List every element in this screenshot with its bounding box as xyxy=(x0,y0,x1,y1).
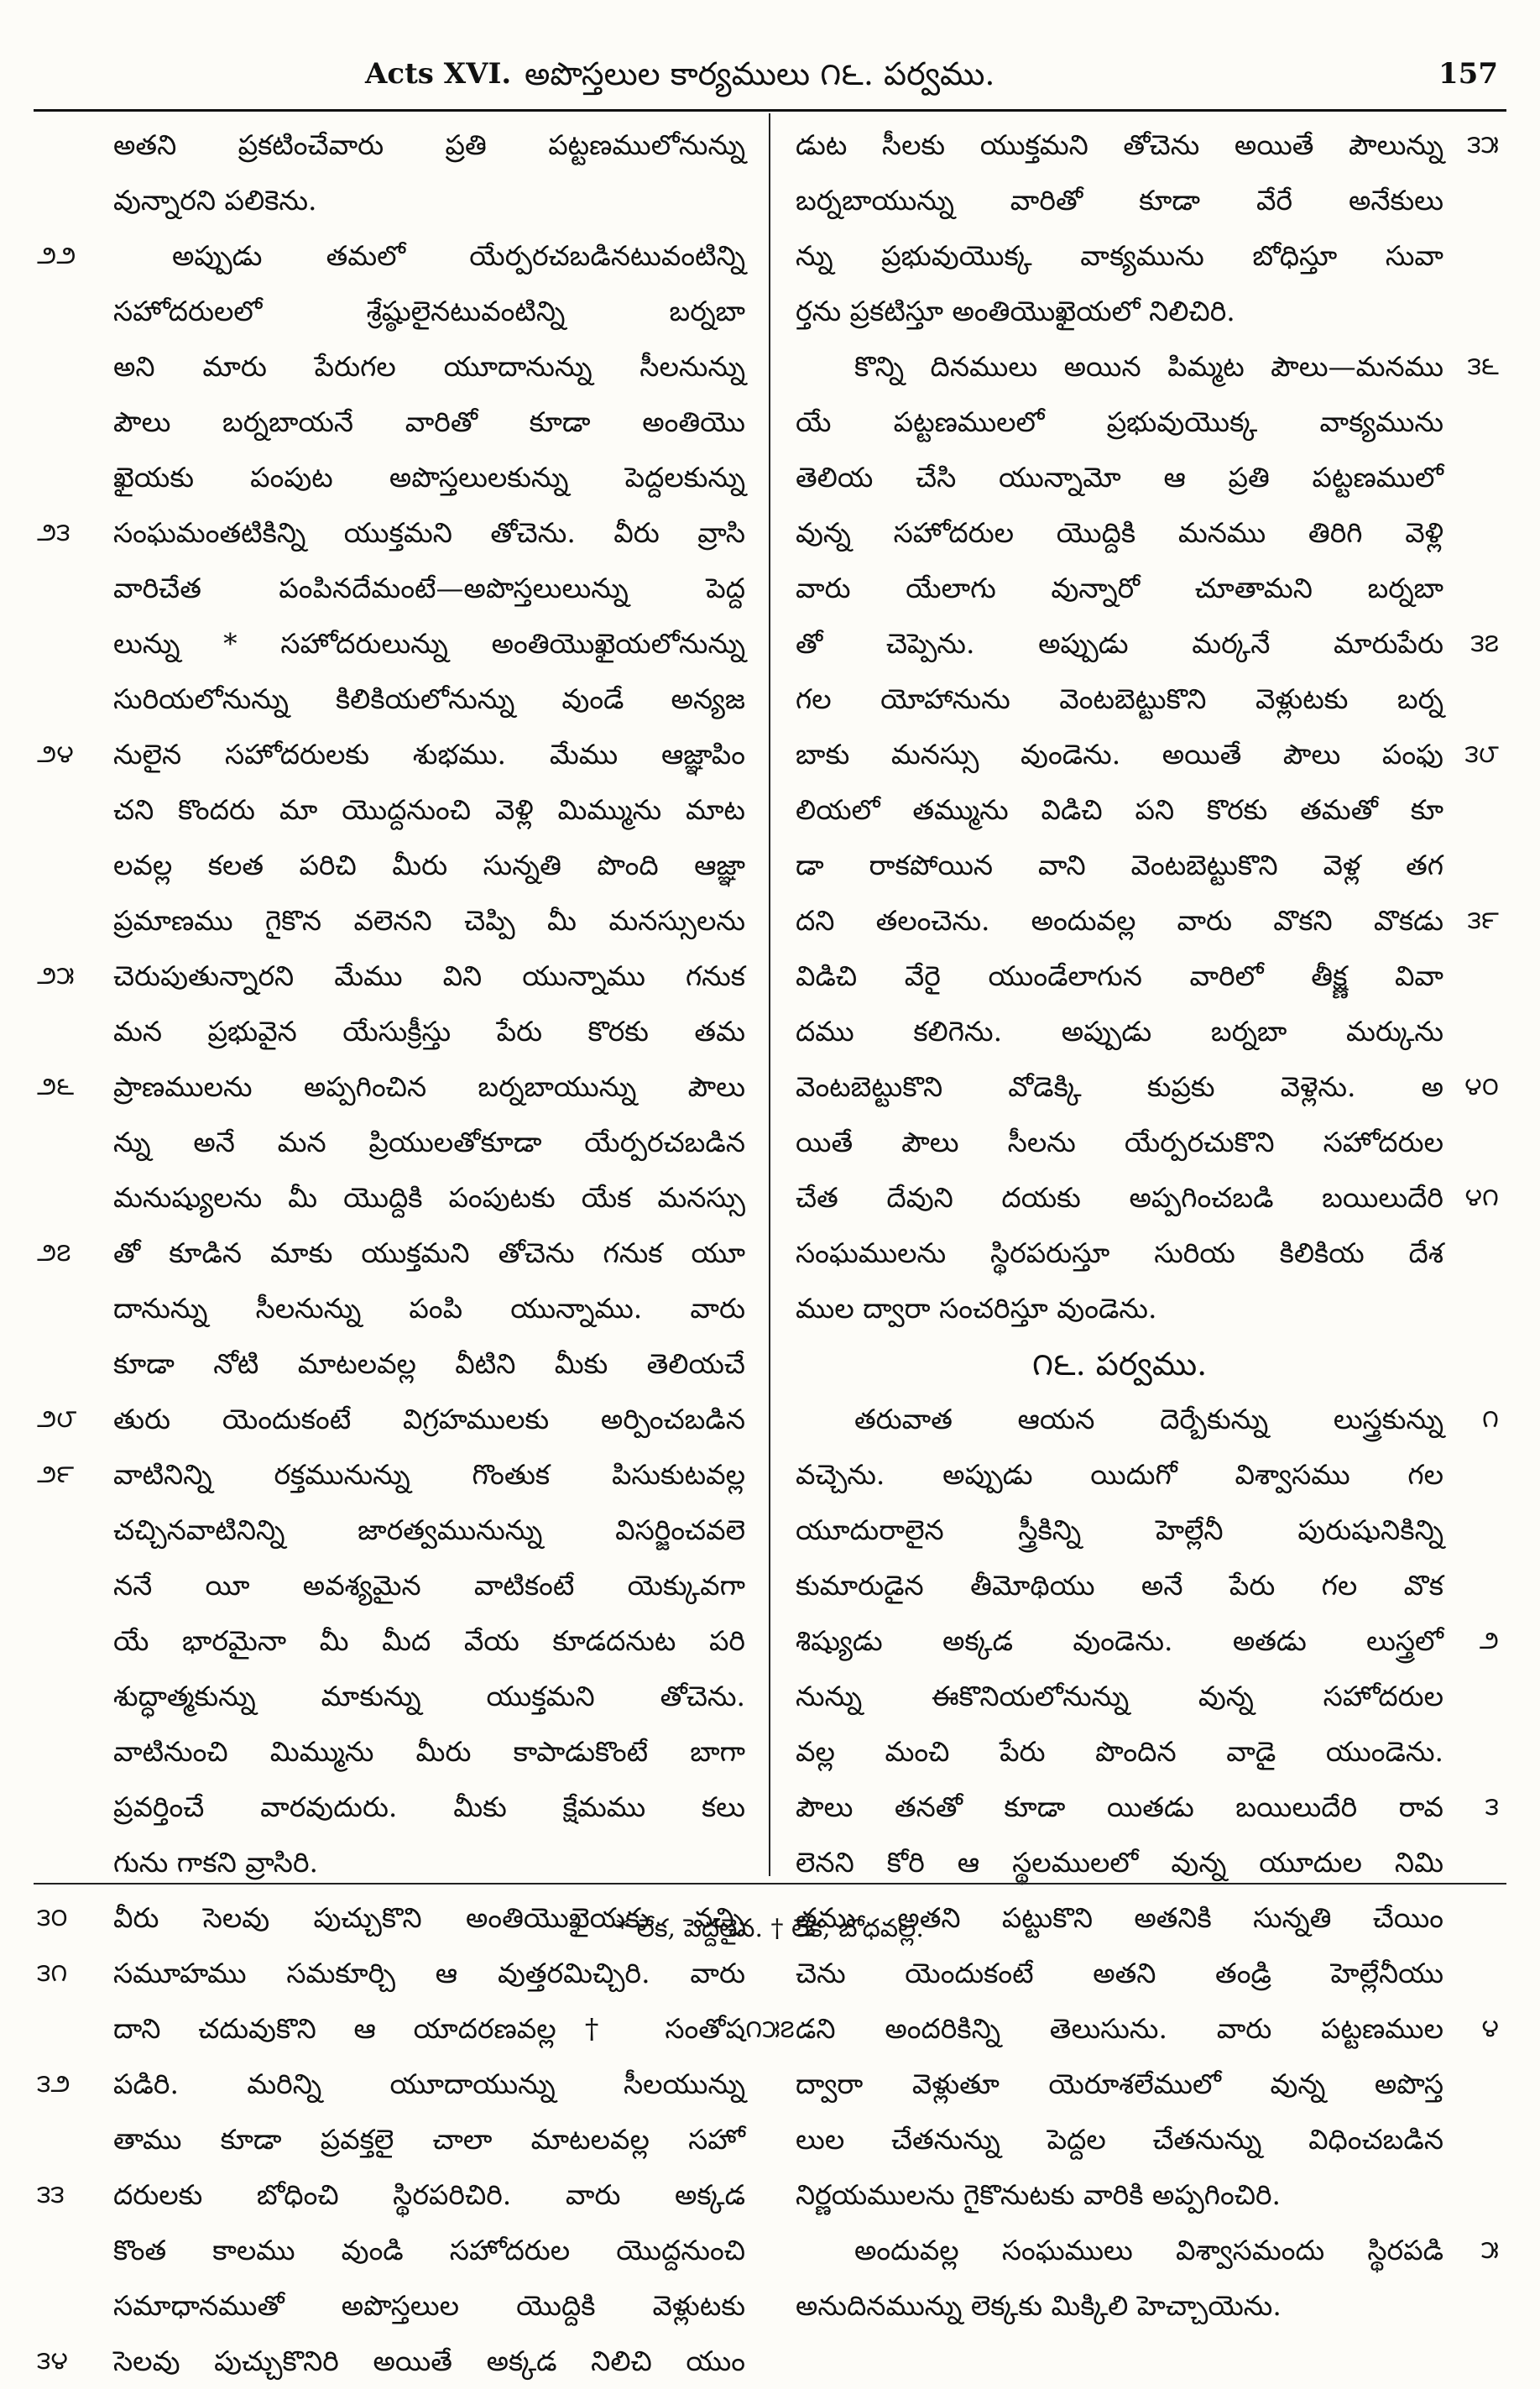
text-line: తాము కూడా ప్రవక్తలై చాలా మాటలవల్ల సహో xyxy=(113,2123,745,2156)
text-line: ప్రమాణము గైకొన వలెనని చెప్పి మీ మనస్సులను xyxy=(113,904,745,937)
left-column-line xyxy=(34,782,755,838)
right-column-line xyxy=(780,284,1502,339)
signature-mark: ౧౫౭ xyxy=(745,2015,795,2044)
right-column-line xyxy=(780,118,1502,173)
text-line: నులైన సహోదరులకు శుభము. మేము ఆజ్ఞాపిం xyxy=(113,738,745,771)
left-column-line xyxy=(34,1669,755,1724)
left-column-line xyxy=(34,1336,755,1392)
right-column-line xyxy=(780,2167,1502,2223)
right-column-line xyxy=(780,1226,1502,1281)
right-column-line xyxy=(780,727,1502,782)
right-column-line xyxy=(780,1447,1502,1503)
left-column-line xyxy=(34,2278,755,2334)
text-line: తో కూడిన మాకు యుక్తమని తోచెను గనుక యూ xyxy=(113,1236,745,1269)
text-line: అనుదినమున్ను లెక్కకు మిక్కిలి హెచ్చాయెను. xyxy=(796,2289,1282,2322)
text-line: గల యోహానును వెంటబెట్టుకొని వెళ్లుటకు బర్న xyxy=(796,682,1443,715)
text-line: చేత దేవుని దయకు అప్పగించబడి బయిలుదేరి xyxy=(796,1181,1443,1214)
text-line: కూడా నోటి మాటలవల్ల వీటిని మీకు తెలియచే xyxy=(113,1347,745,1380)
text-line: మనుష్యులను మీ యొద్దికి పంపుటకు యేక మనస్సు xyxy=(113,1181,745,1214)
text-line: సంఘమంతటికిన్ని యుక్తమని తోచెను. వీరు వ్రాసి xyxy=(113,516,745,549)
right-column-line xyxy=(780,173,1502,228)
left-column-line xyxy=(34,1392,755,1447)
right-column-line xyxy=(780,1613,1502,1669)
text-line: లవల్ల కలత పరిచి మీరు సున్నతి పొంది ఆజ్ఞా xyxy=(113,849,745,881)
left-column-line xyxy=(34,1613,755,1669)
left-column-line xyxy=(34,1724,755,1780)
text-line: దము కలిగెను. అప్పుడు బర్నబా మర్కును xyxy=(796,1015,1443,1048)
text-line: కుమారుడైన తీమోథియు అనే పేరు గల వొక xyxy=(796,1569,1443,1602)
text-line: చచ్చినవాటినిన్ని జారత్వమునున్ను విసర్జించవలె xyxy=(113,1513,745,1546)
right-column-line xyxy=(780,450,1502,505)
verse-number: ౧ xyxy=(1482,1404,1499,1434)
text-line: అందువల్ల సంఘములు విశ్వాసమందు స్థిరపడి xyxy=(854,2234,1443,2266)
text-line: వారు యేలాగు వున్నారో చూతామని బర్నబా xyxy=(796,572,1443,604)
text-line: తో చెప్పెను. అప్పుడు మర్కనే మారుపేరు xyxy=(796,627,1443,660)
verse-number: ౩౧ xyxy=(37,1958,68,1988)
verse-number: ౨౩ xyxy=(37,518,70,547)
text-line: చని కొందరు మా యొద్దనుంచి వెళ్లి మిమ్మును మాట xyxy=(113,793,745,826)
right-column-line xyxy=(780,561,1502,616)
left-column-line xyxy=(34,1503,755,1558)
text-line: ర్తను ప్రకటిస్తూ అంతియొఖైయలో నిలిచిరి. xyxy=(796,295,1235,327)
right-column-line xyxy=(780,949,1502,1004)
verse-number: ౩౩ xyxy=(37,2180,65,2209)
right-column-line xyxy=(780,1115,1502,1170)
right-column-line xyxy=(780,838,1502,893)
text-line: వాటినిన్ని రక్తమునున్ను గొంతుక పిసుకుటవల్ల xyxy=(113,1458,745,1491)
verse-number: ౨ xyxy=(1479,1626,1499,1655)
verse-number: ౫ xyxy=(1480,2235,1499,2265)
left-column-line xyxy=(34,339,755,395)
text-line: పడిరి. మరిన్ని యూదాయున్ను సీలయున్ను xyxy=(113,2068,745,2100)
right-column-line xyxy=(780,395,1502,450)
text-line: పౌలు బర్నబాయనే వారితో కూడా అంతియొ xyxy=(113,405,745,438)
verse-number: ౪౧ xyxy=(1464,1183,1499,1212)
left-column-line xyxy=(34,228,755,284)
text-line: ౧౬. పర్వము. xyxy=(1031,1346,1208,1383)
text-line: న్ను అనే మన ప్రియులతోకూడా యేర్పరచబడిన xyxy=(113,1126,745,1158)
text-line: అని మారు పేరుగల యూదానున్ను సీలనున్ను xyxy=(113,350,745,383)
page-number: 157 xyxy=(1438,57,1498,91)
right-column xyxy=(780,118,1502,2322)
left-column-line xyxy=(34,505,755,561)
text-line: వచ్చెను. అప్పుడు యిదుగో విశ్వాసము గల xyxy=(796,1458,1443,1491)
left-column-line xyxy=(34,118,755,173)
text-line: లియలో తమ్మును విడిచి పని కొరకు తమతో కూ xyxy=(796,793,1443,826)
right-column-line xyxy=(780,1059,1502,1115)
verse-number: ౩౭ xyxy=(1470,629,1499,658)
text-line: వున్న సహోదరుల యొద్దికి మనము తిరిగి వెళ్లి xyxy=(796,516,1443,549)
text-line: న్ను ప్రభువుయొక్క వాక్యమును బోధిస్తూ సువా xyxy=(796,239,1443,272)
text-line: వాటినుంచి మిమ్మును మీరు కాపాడుకొంటే బాగా xyxy=(113,1735,745,1768)
right-column-line xyxy=(780,1669,1502,1724)
verse-number: ౨౬ xyxy=(37,1072,75,1101)
left-column-line xyxy=(34,395,755,450)
text-line: ముల ద్వారా సంచరిస్తూ వుండెను. xyxy=(796,1292,1157,1325)
text-line: డని అందరికిన్ని తెలుసును. వారు పట్టణముల xyxy=(796,2012,1443,2045)
text-line: కొన్ని దినములు అయిన పిమ్మట పౌలు—మనము xyxy=(854,350,1443,383)
verse-number: ౨౫ xyxy=(37,961,75,991)
text-line: ప్రాణములను అప్పగించిన బర్నబాయున్ను పౌలు xyxy=(113,1070,745,1103)
right-column-line xyxy=(780,1336,1502,1392)
text-line: తరువాత ఆయన దెర్బేకున్ను లుస్త్రకున్ను xyxy=(854,1403,1443,1435)
text-line: వీరు సెలవు పుచ్చుకొని అంతియొఖైయకు వచ్చి xyxy=(113,1901,745,1934)
text-line: కొంత కాలము వుండి సహోదరుల యొద్దనుంచి xyxy=(113,2234,745,2266)
left-column-line xyxy=(34,1447,755,1503)
left-column-line xyxy=(34,1281,755,1336)
text-line: సంఘములను స్థిరపరుస్తూ సురియ కిలికియ దేశ xyxy=(796,1236,1443,1269)
text-line: బాకు మనస్సు వుండెను. అయితే పౌలు పంఫు xyxy=(796,738,1443,771)
text-line: నున్ను ఈకొనియలోనున్ను వున్న సహోదరుల xyxy=(796,1680,1443,1712)
right-column-line xyxy=(780,1004,1502,1059)
text-line: చెను యెందుకంటే అతని తండ్రి హెల్లేనీయు xyxy=(796,1957,1443,1989)
verse-number: ౪ xyxy=(1481,2014,1499,2043)
text-line: వల్ల మంచి పేరు పొందిన వాడై యుండెను. xyxy=(796,1735,1443,1768)
left-column-line xyxy=(34,949,755,1004)
page xyxy=(34,34,1506,2377)
text-line: డుట సీలకు యుక్తమని తోచెను అయితే పౌలున్ను xyxy=(796,128,1443,161)
verse-number: ౩౮ xyxy=(1464,740,1499,769)
right-column-line xyxy=(780,672,1502,727)
text-line: వున్నారని పలికెను. xyxy=(113,184,317,217)
right-column-line xyxy=(780,782,1502,838)
footnote: * లేక, పెద్దలైన. † లేక, బోధవల్ల. xyxy=(616,1914,924,1943)
right-column-line xyxy=(780,2112,1502,2167)
running-header xyxy=(34,50,1506,112)
text-line: యితే పౌలు సీలను యేర్పరచుకొని సహోదరుల xyxy=(796,1126,1443,1158)
right-column-line xyxy=(780,505,1502,561)
text-line: పౌలు తనతో కూడా యితడు బయిలుదేరి రావ xyxy=(796,1790,1443,1823)
right-column-line xyxy=(780,2278,1502,2334)
text-line: శుద్ధాత్మకున్ను మాకున్ను యుక్తమని తోచెను. xyxy=(113,1680,745,1712)
right-column-line xyxy=(780,893,1502,949)
text-line: వారిచేత పంపినదేమంటే—అపొస్తలులున్ను పెద్ద xyxy=(113,572,745,604)
text-line: దాని చదువుకొని ఆ యాదరణవల్ల† సంతోష xyxy=(113,2012,745,2045)
left-column-line xyxy=(34,672,755,727)
verse-number: ౩౫ xyxy=(1467,130,1499,159)
text-line: యే భారమైనా మీ మీద వేయ కూడదనుట పరి xyxy=(113,1624,745,1657)
left-column-line xyxy=(34,1226,755,1281)
text-line: సురియలోనున్ను కిలికియలోనున్ను వుండే అన్యజ xyxy=(113,682,745,715)
left-column-line xyxy=(34,838,755,893)
left-column-line xyxy=(34,2167,755,2223)
text-line: తురు యెందుకంటే విగ్రహములకు అర్పించబడిన xyxy=(113,1403,745,1435)
text-line: దానున్ను సీలనున్ను పంపి యున్నాము. వారు xyxy=(113,1292,745,1325)
text-line: విడిచి వేరై యుండేలాగున వారిలో తీక్ష్ణ వివా xyxy=(796,959,1443,992)
text-line: లున్ను * సహోదరులున్ను అంతియొఖైయలోనున్ను xyxy=(113,627,745,660)
text-line: యూదురాలైన స్త్రీకిన్ని హెల్లేనీ పురుషునికిన్ని xyxy=(796,1513,1443,1546)
verse-number: ౨౭ xyxy=(37,1238,71,1268)
text-line: అతని ప్రకటించేవారు ప్రతి పట్టణములోనున్ను xyxy=(113,128,745,161)
verse-number: ౩౬ xyxy=(1467,352,1499,381)
right-column-line xyxy=(780,1780,1502,1835)
text-line: దని తలంచెను. అందువల్ల వారు వొకని వొకడు xyxy=(796,904,1443,937)
right-column-line xyxy=(780,2223,1502,2278)
right-column-line xyxy=(780,1170,1502,1226)
left-column-line xyxy=(34,1115,755,1170)
text-line: అప్పుడు తమలో యేర్పరచబడినటువంటిన్ని xyxy=(172,239,745,272)
left-column-line xyxy=(34,450,755,505)
right-column-line xyxy=(780,1392,1502,1447)
verse-number: ౩౦ xyxy=(37,1903,68,1932)
left-column-line xyxy=(34,727,755,782)
text-line: సహోదరులలో శ్రేష్ఠులైనటువంటిన్ని బర్నబా xyxy=(113,295,745,327)
text-line: శిష్యుడు అక్కడ వుండెను. అతడు లుస్త్రలో xyxy=(796,1624,1443,1657)
verse-number: ౪౦ xyxy=(1464,1072,1499,1101)
text-line: యే పట్టణములలో ప్రభువుయొక్క వాక్యమును xyxy=(796,405,1443,438)
verse-number: ౩ xyxy=(1485,1792,1499,1822)
text-line: చెరుపుతున్నారని మేము విని యున్నాము గనుక xyxy=(113,959,745,992)
text-line: ద్వారా వెళ్లుతూ యెరూశలేములో వున్న అపొస్త xyxy=(796,2068,1443,2100)
right-column-line xyxy=(780,1503,1502,1558)
left-column-line xyxy=(34,1059,755,1115)
verse-number: ౩౪ xyxy=(37,2346,68,2376)
text-line: లెనని కోరి ఆ స్థలములలో వున్న యూదుల నిమి xyxy=(796,1846,1443,1879)
verse-number: ౩౨ xyxy=(37,2069,70,2099)
left-column-line xyxy=(34,1004,755,1059)
verse-number: ౨౨ xyxy=(37,241,76,270)
left-column-line xyxy=(34,1558,755,1613)
verse-number: ౨౯ xyxy=(37,1460,75,1489)
text-line: దరులకు బోధించి స్థిరపరిచిరి. వారు అక్కడ xyxy=(113,2178,745,2211)
text-line: తెలియ చేసి యున్నామో ఆ ప్రతి పట్టణములో xyxy=(796,461,1443,494)
left-column-line xyxy=(34,616,755,672)
right-column-line xyxy=(780,616,1502,672)
left-column-line xyxy=(34,2223,755,2278)
verse-number: ౨౮ xyxy=(37,1404,77,1434)
text-line: డా రాకపోయిన వాని వెంటబెట్టుకొని వెళ్ల తగ xyxy=(796,849,1443,881)
left-column-line xyxy=(34,2112,755,2167)
text-line: మన ప్రభువైన యేసుక్రీస్తు పేరు కొరకు తమ xyxy=(113,1015,745,1048)
left-column-line xyxy=(34,284,755,339)
text-line: బర్నబాయున్ను వారితో కూడా వేరే అనేకులు xyxy=(796,184,1443,217)
left-column-line xyxy=(34,1170,755,1226)
page-title: అపొస్తలుల కార్యములు ౧౬. పర్వము. xyxy=(525,55,995,92)
right-column-line xyxy=(780,1558,1502,1613)
right-column-line xyxy=(780,339,1502,395)
right-column-line xyxy=(780,228,1502,284)
left-column-line xyxy=(34,173,755,228)
right-column-line xyxy=(780,1724,1502,1780)
text-line: ప్రవర్తించే వారవుదురు. మీకు క్షేమము కలు xyxy=(113,1790,745,1823)
text-line: గును గాకని వ్రాసిరి. xyxy=(113,1846,319,1879)
verse-number: ౩౯ xyxy=(1467,906,1499,935)
text-line: ననే యీ అవశ్యమైన వాటికంటే యెక్కువగా xyxy=(113,1569,745,1602)
text-line: ఖైయకు పంపుట అపొస్తలులకున్ను పెద్దలకున్ను xyxy=(113,461,745,494)
left-column-line xyxy=(34,1780,755,1835)
right-column-line xyxy=(780,1946,1502,2001)
text-line: సెలవు పుచ్చుకొనిరి అయితే అక్కడ నిలిచి యుం xyxy=(113,2345,745,2377)
left-column-line xyxy=(34,1946,755,2001)
left-column-line xyxy=(34,561,755,616)
right-column-line xyxy=(780,1281,1502,1336)
left-column-line xyxy=(34,2334,755,2389)
right-column-line xyxy=(780,2057,1502,2112)
text-line: సమూహము సమకూర్చి ఆ వుత్తరమిచ్చిరి. వారు xyxy=(113,1957,745,1989)
left-column-line xyxy=(34,2057,755,2112)
text-line: త్తము అతని పట్టుకొని అతనికి సున్నతి చేయిం xyxy=(796,1901,1443,1934)
verse-number: ౨౪ xyxy=(37,740,74,769)
text-line: వెంటబెట్టుకొని వోడెక్కి కుప్రకు వెళ్లెను. అ xyxy=(796,1070,1443,1103)
left-column-line xyxy=(34,893,755,949)
text-line: లుల చేతనున్ను పెద్దల చేతనున్ను విధించబడిన xyxy=(796,2123,1443,2156)
text-line: సమాధానముతో అపొస్తలుల యొద్దికి వెళ్లుటకు xyxy=(113,2289,745,2322)
left-column xyxy=(34,118,755,2377)
footnote-rule xyxy=(34,1883,1506,1885)
book-reference: Acts XVI. xyxy=(365,57,512,91)
column-divider xyxy=(769,113,770,1876)
text-line: నిర్ణయములను గైకొనుటకు వారికి అప్పగించిరి. xyxy=(796,2178,1282,2211)
